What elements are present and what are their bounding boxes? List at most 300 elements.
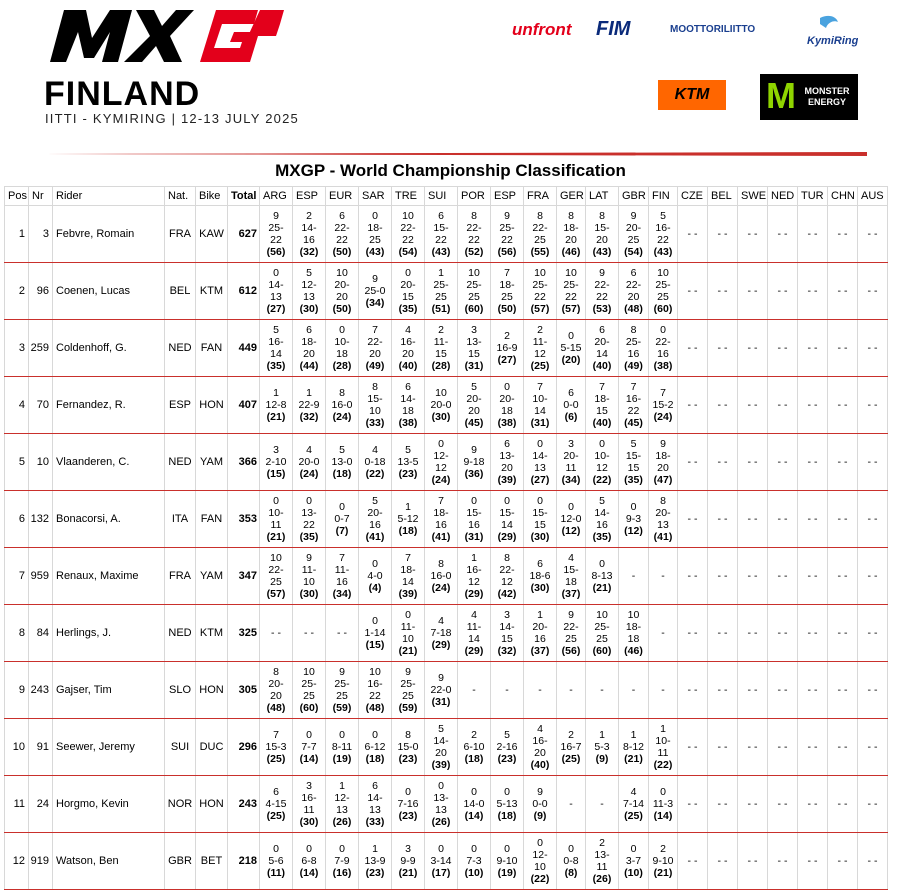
cell-bike: HON — [196, 377, 228, 434]
bonus-points: 4 — [372, 444, 378, 456]
round-total: (56) — [266, 246, 286, 258]
cell-round-result — [326, 206, 359, 263]
round-total: (9) — [533, 810, 547, 822]
bonus-points: 0 — [438, 438, 444, 450]
race-points: 11-12 — [532, 336, 548, 360]
cell-round-result — [458, 320, 491, 377]
cell-nr: 3 — [29, 206, 53, 263]
bonus-points: 2 — [660, 843, 666, 855]
cell-round-result — [392, 263, 425, 320]
empty-result: - - — [837, 342, 848, 354]
cell-round-result — [798, 434, 828, 491]
race-points: 2-10 — [265, 456, 287, 468]
race-points: 13-0 — [331, 456, 353, 468]
cell-nat: NED — [165, 434, 196, 491]
round-total: (18) — [497, 810, 517, 822]
empty-result: - — [661, 627, 665, 639]
cell-pos: 12 — [5, 833, 29, 890]
bonus-points: 9 — [273, 210, 279, 222]
cell-round-result — [858, 491, 888, 548]
empty-result: - - — [747, 399, 758, 411]
bonus-points: 9 — [339, 666, 345, 678]
round-total: (21) — [398, 867, 418, 879]
race-points: 11-10 — [301, 564, 317, 588]
cell-total: 305 — [228, 662, 260, 719]
cell-rider: Seewer, Jeremy — [53, 719, 165, 776]
bonus-points: 0 — [438, 780, 444, 792]
cell-round-result — [708, 263, 738, 320]
round-total: (23) — [398, 810, 418, 822]
race-points: 25-22 — [532, 279, 548, 303]
cell-total: 449 — [228, 320, 260, 377]
round-total: (38) — [497, 417, 517, 429]
column-header: ESP — [491, 187, 524, 206]
cell-round-result — [828, 491, 858, 548]
cell-round-result — [458, 719, 491, 776]
empty-result: - - — [837, 570, 848, 582]
cell-round-result — [392, 377, 425, 434]
cell-round-result — [678, 776, 708, 833]
cell-rider: Bonacorsi, A. — [53, 491, 165, 548]
cell-round-result — [708, 320, 738, 377]
round-total: (24) — [299, 468, 319, 480]
cell-round-result — [649, 320, 678, 377]
bonus-points: 1 — [630, 729, 637, 741]
ktm-logo: KTM — [658, 80, 726, 110]
empty-result: - - — [777, 399, 788, 411]
column-header: LAT — [586, 187, 619, 206]
round-total: (20) — [561, 354, 581, 366]
cell-round-result — [828, 263, 858, 320]
bonus-points: 8 — [537, 210, 543, 222]
cell-round-result — [293, 377, 326, 434]
cell-round-result — [649, 263, 678, 320]
race-points: 16-22 — [625, 393, 642, 417]
race-points: 10-18 — [334, 336, 350, 360]
cell-round-result — [557, 263, 586, 320]
cell-nr: 10 — [29, 434, 53, 491]
bonus-points: 6 — [339, 210, 345, 222]
cell-round-result — [260, 377, 293, 434]
cell-round-result — [708, 833, 738, 890]
cell-round-result — [586, 491, 619, 548]
cell-bike: KAW — [196, 206, 228, 263]
race-points: 0-8 — [563, 855, 579, 867]
empty-result: - - — [807, 342, 818, 354]
race-points: 15-18 — [563, 564, 579, 588]
race-points: 3-14 — [430, 855, 452, 867]
race-points: 18-25 — [367, 222, 383, 246]
cell-round-result — [828, 833, 858, 890]
round-total: (42) — [497, 588, 517, 600]
cell-round-result — [458, 548, 491, 605]
round-total: (43) — [653, 246, 673, 258]
event-subtitle: IITTI - KYMIRING | 12-13 JULY 2025 — [45, 111, 299, 126]
cell-round-result — [491, 833, 524, 890]
cell-round-result — [738, 719, 768, 776]
race-points: 0-7 — [334, 513, 350, 525]
bonus-points: 2 — [504, 330, 510, 342]
empty-result: - - — [807, 228, 818, 240]
bonus-points: 7 — [339, 552, 345, 564]
bonus-points: 3 — [504, 609, 510, 621]
race-points: 14-13 — [367, 792, 383, 816]
cell-round-result — [678, 263, 708, 320]
cell-round-result — [359, 833, 392, 890]
round-total: (25) — [266, 753, 286, 765]
round-total: (56) — [497, 246, 517, 258]
round-total: (29) — [464, 645, 484, 657]
empty-result: - - — [867, 456, 878, 468]
cell-round-result — [425, 833, 458, 890]
cell-pos: 4 — [5, 377, 29, 434]
cell-round-result — [458, 263, 491, 320]
round-total: (14) — [299, 867, 319, 879]
race-points: 22-9 — [298, 399, 320, 411]
bonus-points: 0 — [273, 843, 279, 855]
bonus-points: 0 — [630, 843, 637, 855]
race-points: 22-12 — [499, 564, 515, 588]
bonus-points: 10 — [402, 210, 414, 222]
bonus-points: 3 — [405, 843, 411, 855]
race-points: 9-3 — [625, 513, 642, 525]
page-title: MXGP - World Championship Classification — [275, 161, 626, 180]
cell-round-result — [708, 491, 738, 548]
round-total: (14) — [464, 810, 484, 822]
empty-result: - - — [717, 741, 728, 753]
column-header: FIN — [649, 187, 678, 206]
round-total: (22) — [530, 873, 550, 885]
bonus-points: 1 — [339, 780, 345, 792]
empty-result: - - — [837, 855, 848, 867]
bonus-points: 5 — [630, 438, 637, 450]
empty-result: - - — [304, 627, 314, 639]
round-total: (28) — [332, 360, 352, 372]
cell-round-result — [768, 662, 798, 719]
round-total: (15) — [266, 468, 286, 480]
race-points: 14-13 — [268, 279, 284, 303]
cell-round-result — [678, 662, 708, 719]
column-header: SAR — [359, 187, 392, 206]
bonus-points: 0 — [438, 843, 444, 855]
cell-total: 325 — [228, 605, 260, 662]
race-points: 1-14 — [364, 627, 386, 639]
round-total: (30) — [299, 816, 319, 828]
cell-round-result — [557, 662, 586, 719]
empty-result: - — [569, 684, 573, 696]
cell-rider: Gajser, Tim — [53, 662, 165, 719]
round-total: (28) — [431, 360, 451, 372]
cell-round-result — [678, 377, 708, 434]
cell-round-result — [619, 719, 649, 776]
cell-round-result — [708, 548, 738, 605]
cell-round-result — [828, 377, 858, 434]
race-points: 7-14 — [622, 798, 644, 810]
round-total: (44) — [299, 360, 319, 372]
cell-pos: 10 — [5, 719, 29, 776]
round-total: (15) — [365, 639, 385, 651]
round-total: (40) — [398, 360, 418, 372]
cell-round-result — [586, 662, 619, 719]
cell-total: 612 — [228, 263, 260, 320]
empty-result: - - — [717, 684, 728, 696]
race-points: 25-16 — [625, 336, 642, 360]
cell-round-result — [359, 377, 392, 434]
round-total: (43) — [592, 246, 612, 258]
empty-result: - - — [687, 342, 698, 354]
race-points: 20-15 — [400, 279, 416, 303]
cell-nr: 24 — [29, 776, 53, 833]
cell-round-result — [649, 434, 678, 491]
cell-round-result — [524, 548, 557, 605]
cell-round-result — [425, 377, 458, 434]
race-points: 15-14 — [499, 507, 515, 531]
cell-total: 218 — [228, 833, 260, 890]
empty-result: - - — [747, 513, 758, 525]
table-row — [5, 206, 888, 263]
empty-result: - - — [717, 855, 728, 867]
cell-round-result — [678, 491, 708, 548]
round-total: (32) — [299, 246, 319, 258]
bonus-points: 8 — [630, 324, 637, 336]
table-row — [5, 320, 888, 377]
empty-result: - - — [687, 855, 698, 867]
cell-round-result — [293, 833, 326, 890]
bonus-points: 7 — [273, 729, 279, 741]
cell-rider: Renaux, Maxime — [53, 548, 165, 605]
cell-round-result — [619, 662, 649, 719]
race-points: 15-22 — [433, 222, 449, 246]
empty-result: - - — [867, 513, 878, 525]
cell-round-result — [524, 320, 557, 377]
race-points: 22-20 — [625, 279, 642, 303]
round-total: (49) — [624, 360, 643, 372]
race-points: 16-9 — [496, 342, 518, 354]
cell-round-result — [326, 662, 359, 719]
empty-result: - - — [867, 741, 878, 753]
bonus-points: 1 — [405, 501, 411, 513]
race-points: 10-12 — [594, 450, 610, 474]
cell-round-result — [586, 206, 619, 263]
empty-result: - — [661, 684, 665, 696]
cell-pos: 11 — [5, 776, 29, 833]
cell-pos: 7 — [5, 548, 29, 605]
cell-round-result — [649, 548, 678, 605]
cell-round-result — [828, 719, 858, 776]
bonus-points: 2 — [306, 210, 312, 222]
race-points: 8-11 — [331, 741, 353, 753]
cell-round-result — [524, 719, 557, 776]
cell-round-result — [392, 776, 425, 833]
classification-table — [4, 186, 888, 890]
round-total: (26) — [592, 873, 612, 885]
round-total: (18) — [464, 753, 484, 765]
cell-bike: YAM — [196, 548, 228, 605]
cell-bike: KTM — [196, 263, 228, 320]
event-title: FINLAND — [44, 75, 201, 113]
round-total: (50) — [332, 303, 352, 315]
race-points: 25-25 — [655, 279, 671, 303]
bonus-points: 5 — [471, 381, 477, 393]
cell-round-result — [359, 548, 392, 605]
race-points: 7-7 — [301, 741, 317, 753]
round-total: (10) — [464, 867, 484, 879]
empty-result: - — [538, 684, 542, 696]
bonus-points: 10 — [303, 666, 315, 678]
cell-round-result — [619, 434, 649, 491]
bonus-points: 9 — [405, 666, 411, 678]
bonus-points: 0 — [599, 438, 605, 450]
empty-result: - - — [747, 228, 758, 240]
race-points: 18-25 — [499, 279, 515, 303]
bonus-points: 7 — [405, 552, 411, 564]
bonus-points: 9 — [537, 786, 543, 798]
race-points: 9-9 — [400, 855, 416, 867]
cell-round-result — [768, 776, 798, 833]
empty-result: - - — [807, 513, 818, 525]
round-total: (25) — [530, 360, 550, 372]
race-points: 12-13 — [334, 792, 350, 816]
race-points: 13-5 — [397, 456, 419, 468]
round-total: (14) — [653, 810, 673, 822]
mxgp-logo — [44, 2, 284, 70]
round-total: (33) — [365, 417, 385, 429]
bonus-points: 0 — [339, 843, 345, 855]
cell-round-result — [326, 377, 359, 434]
cell-rider: Fernandez, R. — [53, 377, 165, 434]
round-total: (46) — [561, 246, 581, 258]
cell-round-result — [425, 605, 458, 662]
race-points: 13-22 — [301, 507, 317, 531]
race-points: 7-9 — [334, 855, 350, 867]
cell-round-result — [260, 719, 293, 776]
round-total: (36) — [464, 468, 484, 480]
round-total: (33) — [365, 816, 385, 828]
cell-round-result — [293, 719, 326, 776]
round-total: (60) — [464, 303, 484, 315]
bonus-points: 4 — [568, 552, 574, 564]
bonus-points: 7 — [660, 387, 666, 399]
empty-result: - - — [837, 684, 848, 696]
cell-round-result — [828, 206, 858, 263]
cell-round-result — [359, 662, 392, 719]
bonus-points: 3 — [568, 438, 574, 450]
empty-result: - - — [867, 285, 878, 297]
empty-result: - - — [867, 684, 878, 696]
empty-result: - - — [807, 399, 818, 411]
cell-round-result — [425, 434, 458, 491]
race-points: 10-14 — [532, 393, 548, 417]
bonus-points: 0 — [568, 501, 574, 513]
cell-round-result — [326, 719, 359, 776]
cell-round-result — [425, 263, 458, 320]
race-points: 20-0 — [430, 399, 452, 411]
cell-round-result — [858, 605, 888, 662]
cell-nat: ITA — [165, 491, 196, 548]
round-total: (50) — [332, 246, 352, 258]
empty-result: - - — [777, 684, 788, 696]
round-total: (57) — [530, 303, 550, 315]
bonus-points: 8 — [504, 552, 510, 564]
race-points: 9-10 — [652, 855, 674, 867]
race-points: 16-22 — [367, 678, 383, 702]
cell-round-result — [491, 263, 524, 320]
cell-rider: Coenen, Lucas — [53, 263, 165, 320]
race-points: 20-14 — [594, 336, 610, 360]
cell-round-result — [425, 320, 458, 377]
empty-result: - - — [807, 855, 818, 867]
race-points: 18-20 — [655, 450, 671, 474]
cell-round-result — [619, 548, 649, 605]
cell-round-result — [738, 491, 768, 548]
cell-round-result — [619, 206, 649, 263]
cell-round-result — [392, 434, 425, 491]
bonus-points: 3 — [306, 780, 312, 792]
race-points: 5-15 — [560, 342, 582, 354]
cell-round-result — [708, 605, 738, 662]
race-points: 22-22 — [466, 222, 482, 246]
bonus-points: 10 — [369, 666, 381, 678]
header-divider — [45, 152, 867, 156]
round-total: (37) — [530, 645, 550, 657]
column-header: POR — [458, 187, 491, 206]
bonus-points: 7 — [504, 267, 510, 279]
bonus-points: 8 — [273, 666, 279, 678]
cell-round-result — [557, 491, 586, 548]
round-total: (30) — [530, 582, 550, 594]
cell-round-result — [293, 434, 326, 491]
race-points: 7-18 — [430, 627, 452, 639]
bonus-points: 0 — [471, 843, 477, 855]
column-header: ESP — [293, 187, 326, 206]
bonus-points: 10 — [468, 267, 480, 279]
round-total: (6) — [564, 411, 578, 423]
race-points: 5-12 — [397, 513, 419, 525]
round-total: (17) — [431, 867, 451, 879]
cell-round-result — [260, 320, 293, 377]
cell-round-result — [798, 206, 828, 263]
bonus-points: 4 — [471, 609, 477, 621]
round-total: (12) — [624, 525, 643, 537]
cell-round-result — [458, 605, 491, 662]
bonus-points: 10 — [565, 267, 577, 279]
cell-nr: 959 — [29, 548, 53, 605]
race-points: 22-22 — [400, 222, 416, 246]
cell-round-result — [649, 206, 678, 263]
bonus-points: 5 — [504, 729, 510, 741]
race-points: 22-0 — [430, 684, 452, 696]
cell-round-result — [828, 320, 858, 377]
empty-result: - - — [777, 798, 788, 810]
race-points: 8-12 — [622, 741, 644, 753]
cell-round-result — [858, 206, 888, 263]
race-points: 11-14 — [466, 621, 482, 645]
cell-round-result — [678, 548, 708, 605]
round-total: (21) — [653, 867, 673, 879]
bonus-points: 8 — [568, 210, 574, 222]
bonus-points: 0 — [273, 495, 279, 507]
round-total: (29) — [497, 531, 517, 543]
empty-result: - — [600, 798, 604, 810]
cell-round-result — [738, 776, 768, 833]
bonus-points: 0 — [660, 786, 666, 798]
round-total: (38) — [398, 417, 418, 429]
cell-total: 353 — [228, 491, 260, 548]
cell-round-result — [678, 719, 708, 776]
cell-round-result — [293, 776, 326, 833]
cell-round-result — [586, 320, 619, 377]
column-header: Nr — [29, 187, 53, 206]
